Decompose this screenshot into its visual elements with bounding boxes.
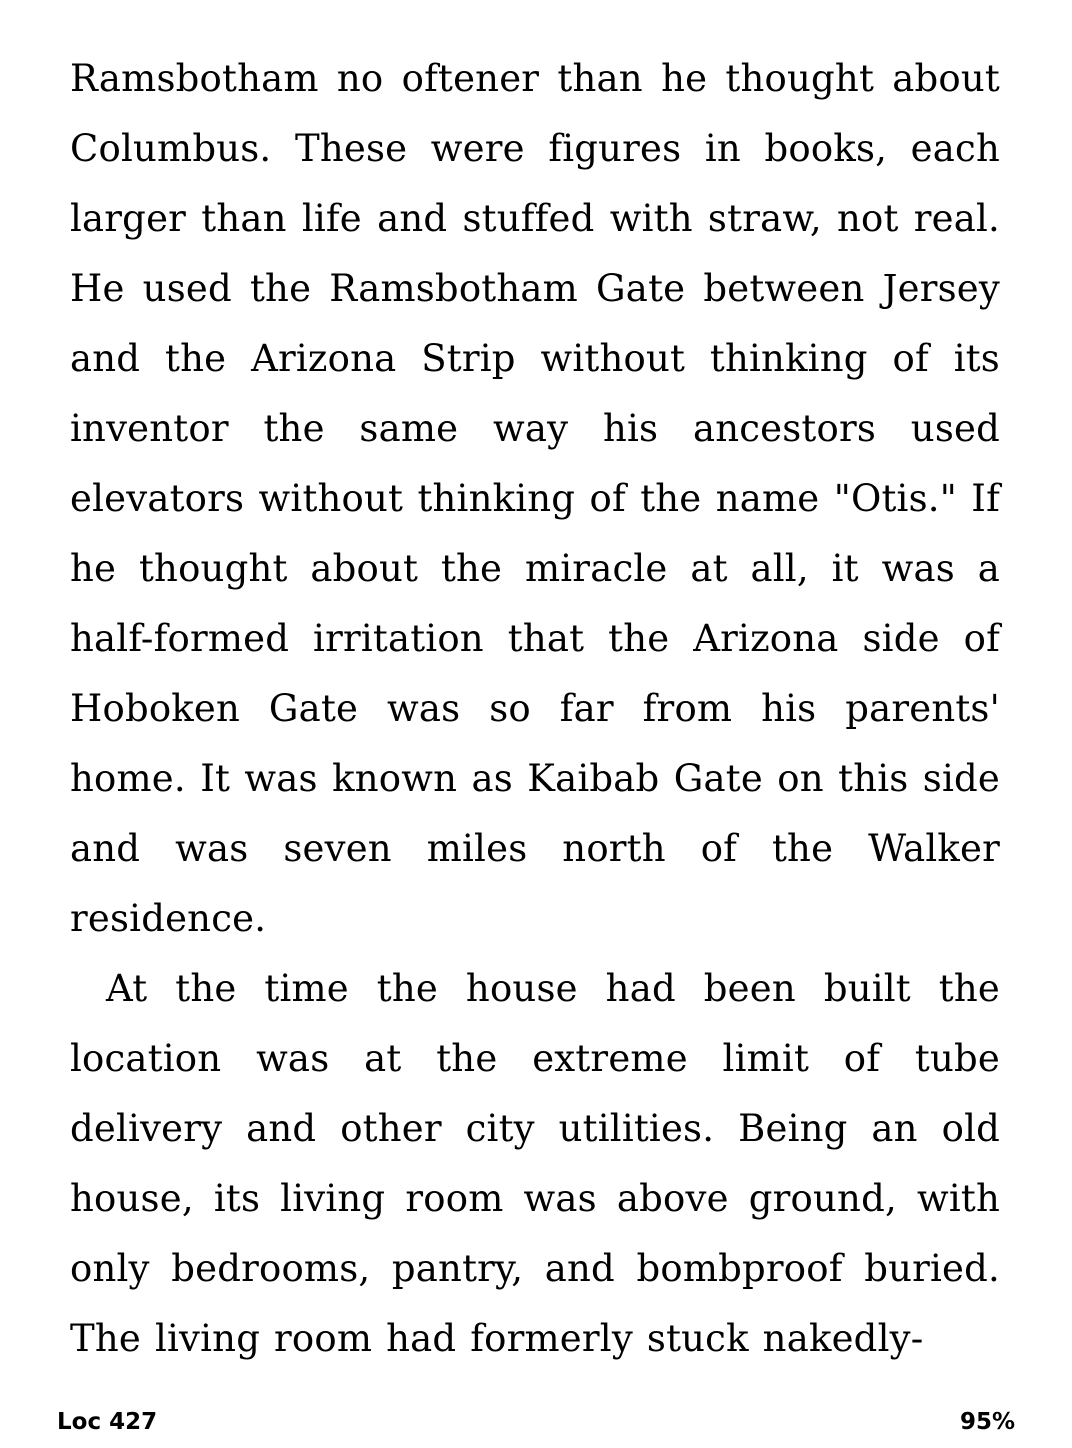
paragraph-2: At the time the house had been built the location was at the extreme limit of tube delivery and other city utilities. Being an old house, its living room was above ground, with only bedrooms, pantry, and bombproof buried. The living room had formerly stuck nakedly-: [70, 967, 1000, 1360]
progress-percent: 95%: [959, 1409, 1015, 1435]
location-indicator: Loc 427: [57, 1409, 158, 1435]
reading-page: [70, 44, 1000, 1374]
paragraph-1: Ramsbotham no oftener than he thought about Columbus. These were figures in books, each larger than life and stuffed with straw, not real. He used the Ramsbotham Gate between Jersey and the Arizona Strip without thinking of its inventor the same way his ancestors used elevators without thinking of the name "Otis." If he thought about the miracle at all, it was a half-formed irritation that the Arizona side of Hoboken Gate was so far from his parents' home. It was known as Kaibab Gate on this side and was seven miles north of the Walker residence.: [70, 57, 1000, 940]
reader-footer: [57, 1404, 1015, 1440]
